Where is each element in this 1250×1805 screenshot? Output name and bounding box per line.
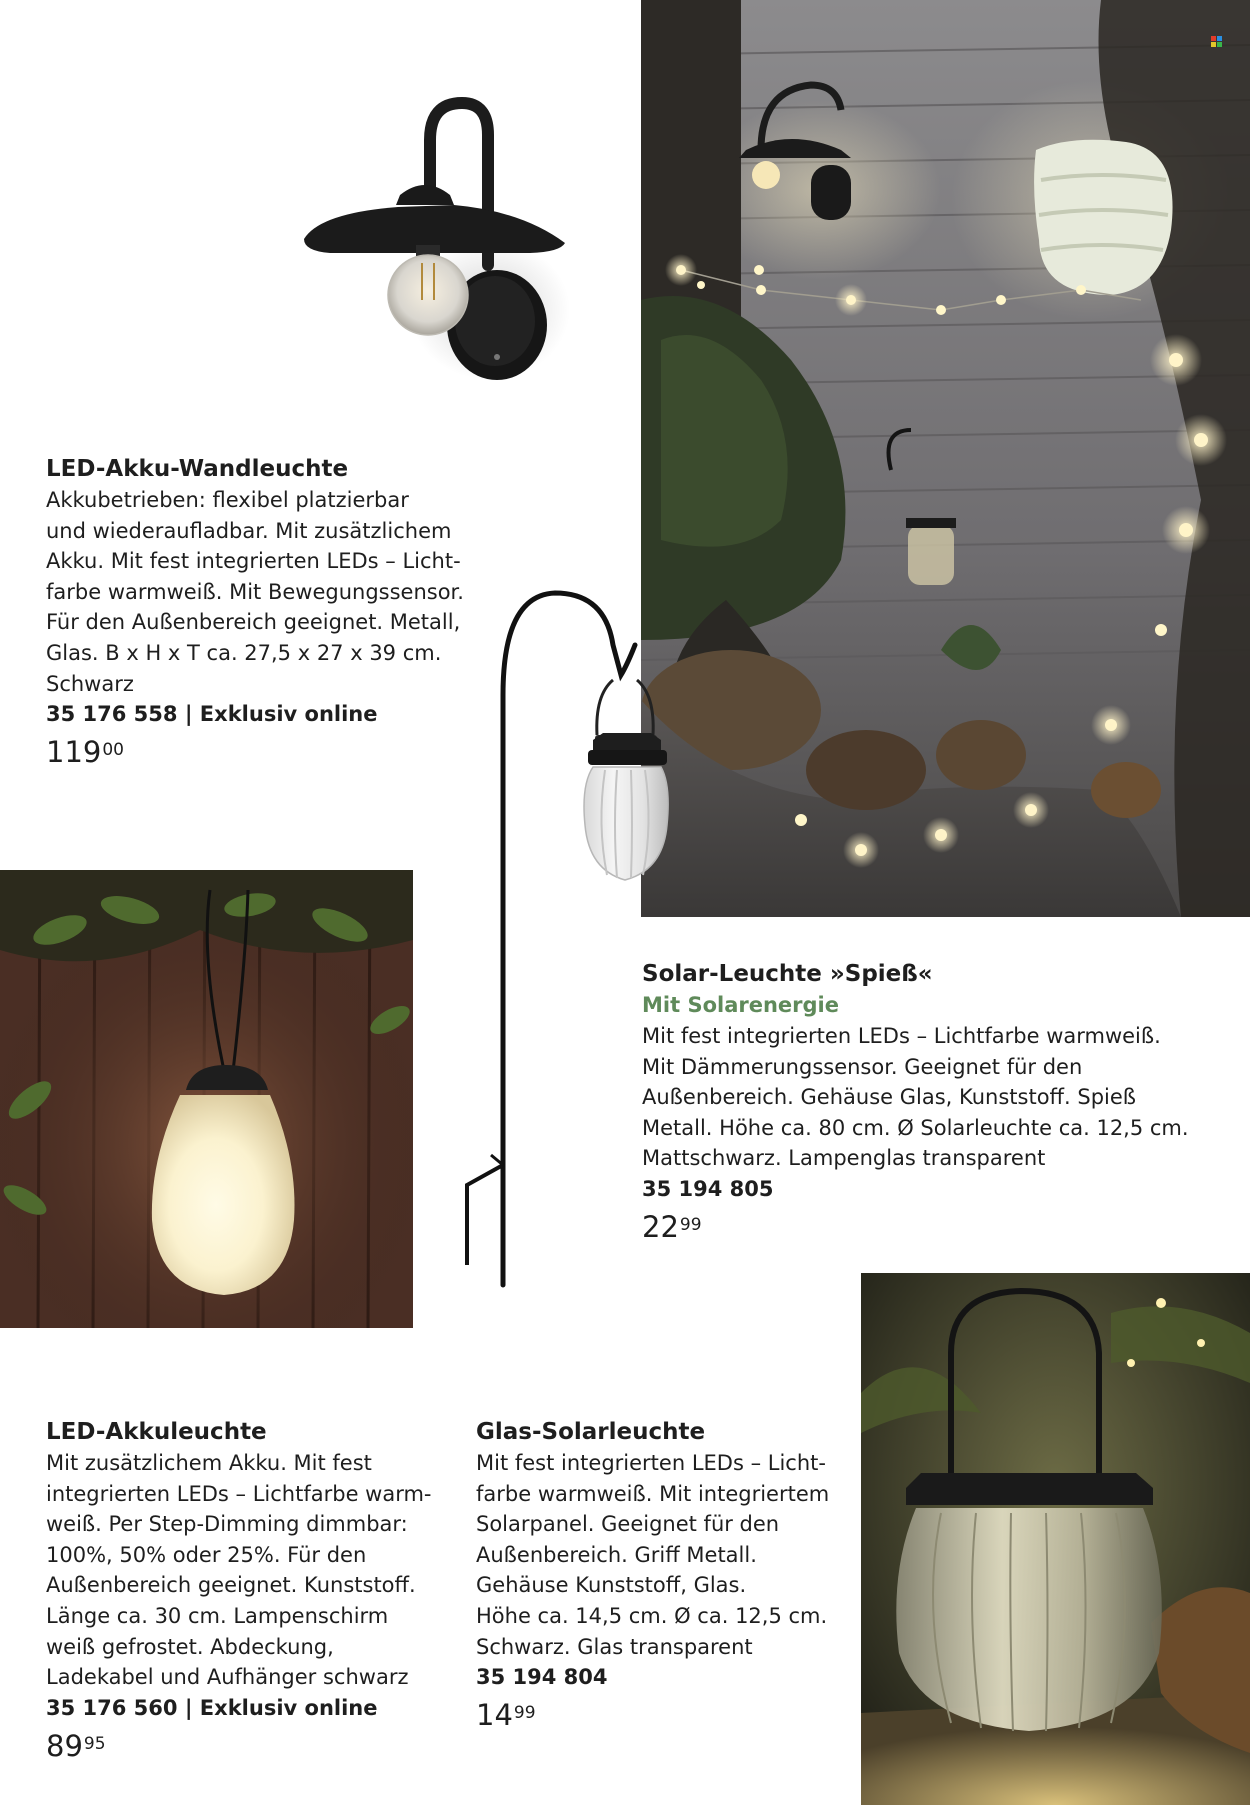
wall-lamp-photo bbox=[290, 95, 580, 425]
article-number: 35 176 558 | Exklusiv online bbox=[46, 702, 378, 727]
article-number: 35 194 805 bbox=[642, 1176, 774, 1201]
product-title: LED-Akku-Wandleuchte bbox=[46, 456, 349, 482]
price bbox=[476, 1697, 856, 1733]
price bbox=[46, 734, 606, 770]
hanging-lamp-illustration bbox=[0, 870, 413, 1328]
glass-lamp-illustration bbox=[861, 1273, 1250, 1805]
price-main: 89 bbox=[46, 1728, 83, 1763]
price-cents: 99 bbox=[513, 1703, 536, 1724]
product-title: Solar-Leuchte »Spieß« bbox=[642, 961, 933, 987]
article-number: 35 176 560 | Exklusiv online bbox=[46, 1695, 378, 1720]
hanging-lamp-photo bbox=[0, 870, 413, 1328]
garden-scene-illustration bbox=[641, 0, 1250, 917]
garden-wall-photo bbox=[641, 0, 1250, 917]
price-main: 22 bbox=[642, 1209, 679, 1244]
article-number: 35 194 804 bbox=[476, 1665, 608, 1690]
product-wall-lamp bbox=[46, 454, 606, 770]
wall-lamp-illustration bbox=[290, 95, 580, 425]
price-cents: 00 bbox=[102, 740, 124, 761]
product-description: Akkubetrieben: flexibel platzierbar und wiederaufladbar. Mit zusätzlichem Akku. Mit fest integrierten LEDs – Licht- farbe warmweiß. Mit Bewegungssensor. Für den Außenbereich geeignet. Metall, Glas. B x H x T ca. 27,5 x 27 x 39 cm. Schwarz bbox=[46, 488, 464, 696]
price bbox=[642, 1209, 1242, 1245]
price-cents: 95 bbox=[83, 1733, 106, 1754]
price-cents: 99 bbox=[679, 1214, 702, 1235]
product-description: Mit fest integrierten LEDs – Licht- farbe warmweiß. Mit integriertem Solarpanel. Geeignet für den Außenbereich. Griff Metall. Gehäuse Kunststoff, Glas. Höhe ca. 14,5 cm. Ø ca. 12,5 cm. Schwarz. Glas transparent bbox=[476, 1451, 830, 1659]
price-main: 14 bbox=[476, 1698, 513, 1733]
product-subtitle: Mit Solarenergie bbox=[642, 993, 839, 1017]
product-description: Mit zusätzlichem Akku. Mit fest integrierten LEDs – Lichtfarbe warm- weiß. Per Step-Dimming dimmbar: 100%, 50% oder 25%. Für den Außenbereich geeignet. Kunststoff. Länge ca. 30 cm. Lampenschirm weiß gefrostet. Abdeckung, Ladekabel und Aufhänger schwarz bbox=[46, 1451, 432, 1690]
product-title: LED-Akkuleuchte bbox=[46, 1419, 267, 1445]
product-title: Glas-Solarleuchte bbox=[476, 1419, 706, 1445]
product-glass-solar-lamp bbox=[476, 1417, 856, 1733]
price-main: 119 bbox=[46, 735, 102, 770]
product-solar-stake-lamp bbox=[642, 959, 1242, 1245]
product-description: Mit fest integrierten LEDs – Lichtfarbe warmweiß. Mit Dämmerungssensor. Geeignet für den Außenbereich. Gehäuse Glas, Kunststoff. Spieß Metall. Höhe ca. 80 cm. Ø Solarleuchte ca. 12,5 cm. Mattschwarz. Lampenglas transparent bbox=[642, 1024, 1189, 1171]
product-hanging-lamp bbox=[46, 1417, 466, 1764]
glass-solar-lamp-photo bbox=[861, 1273, 1250, 1805]
price bbox=[46, 1728, 466, 1764]
